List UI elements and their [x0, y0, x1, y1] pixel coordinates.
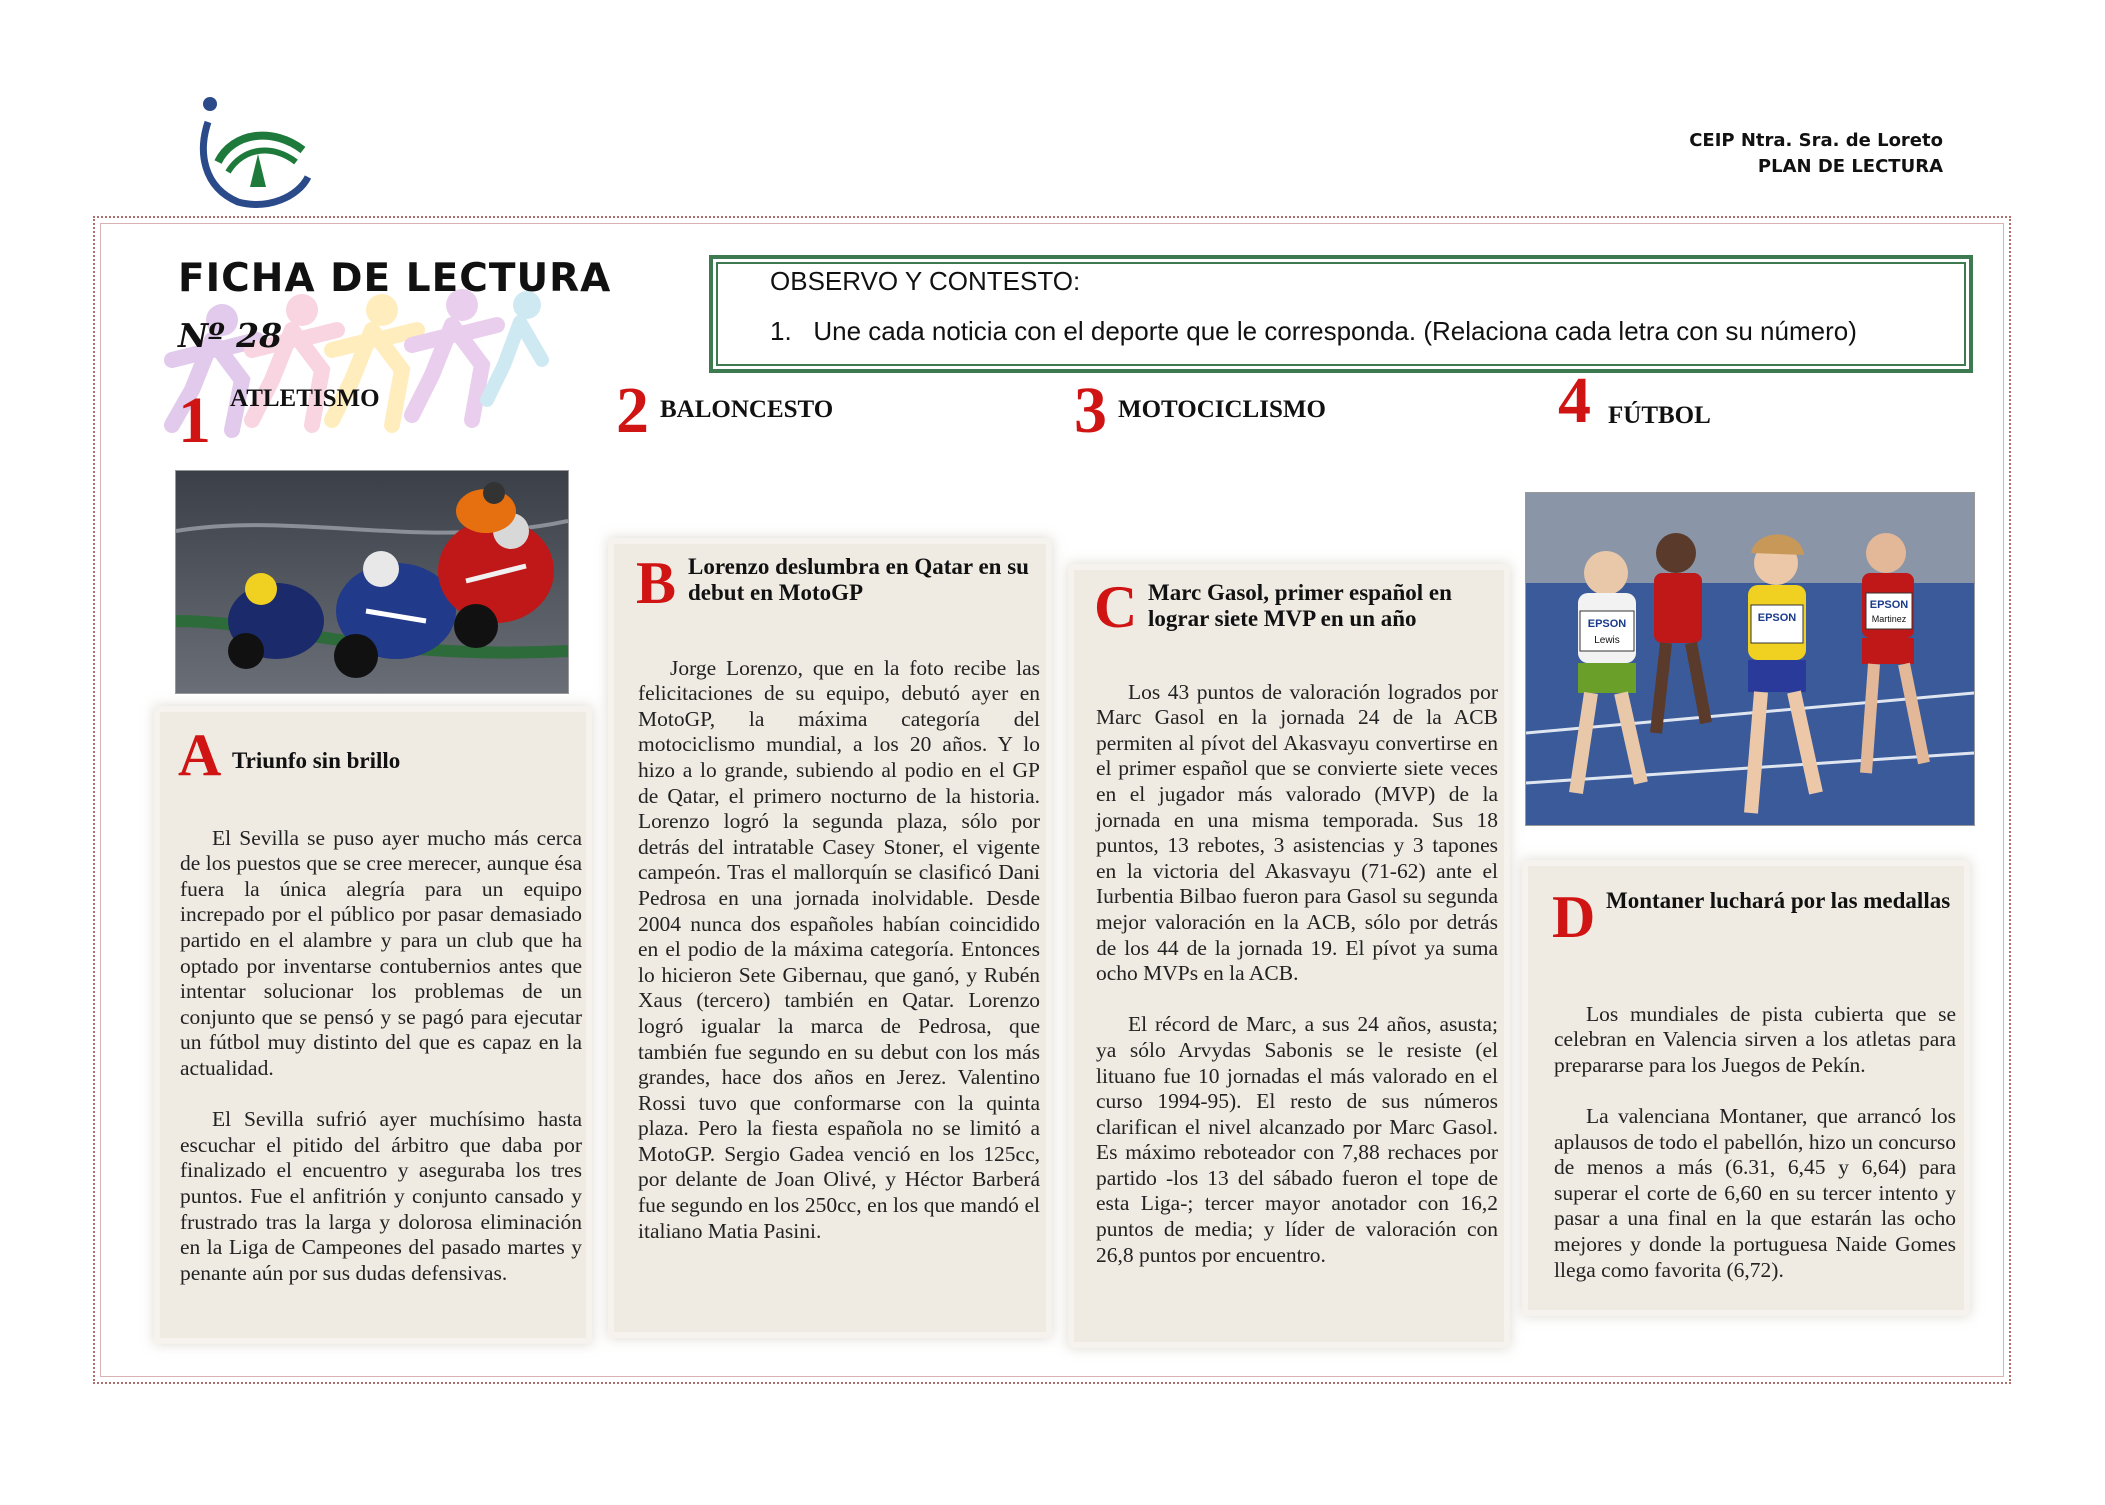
school-name: CEIP Ntra. Sra. de Loreto — [1689, 130, 1943, 151]
article-b-body — [638, 630, 1040, 1270]
sport-name-2: BALONCESTO — [660, 396, 834, 423]
sport-number-1: 1 — [178, 384, 211, 457]
article-c-letter: C — [1094, 574, 1138, 640]
article-a-paragraph-1: El Sevilla se puso ayer mucho más cerca de los puestos que se cree merecer, aunque ésa fuera la única alegría para un equipo increpado por el público por pasar demasiado partido en el alambre y para un club que ha optado por inventarse contubernios antes que intentar solucionar los problemas de un conjunto que se pensó y se pagó para ejecutar un fútbol muy distinto del que es capaz en la actualidad. — [180, 825, 582, 1080]
article-c-paragraph-1: Los 43 puntos de valoración logrados por Marc Gasol en la jornada 24 de la ACB permiten al pívot del Akasvayu convertirse en el primer español que se convierte siete veces en el jugador más valorado (MVP) de la jornada en una misma temporada. Sus 18 puntos, 13 rebotes, 3 asistencias y 3 tapones en la victoria del Akasvayu (71-62) ante el Iurbentia Bilbao fueron para Gasol su segunda mejor valoración en la ACB, sólo por detrás de los 44 de la jornada 19. El pívot ya suma ocho MVPs en la ACB. — [1096, 679, 1498, 986]
article-a-headline: Triunfo sin brillo — [232, 748, 401, 773]
sport-name-4: FÚTBOL — [1608, 402, 1711, 429]
article-d-paragraph-1: Los mundiales de pista cubierta que se celebran en Valencia sirven a los atletas para prepararse para los Juegos de Pekín. — [1554, 1001, 1956, 1077]
sport-name-1: ATLETISMO — [230, 385, 380, 412]
article-c-body — [1096, 654, 1498, 1294]
page-title: FICHA DE LECTURA — [178, 256, 612, 301]
sheet-number: Nº 28 — [178, 316, 283, 355]
article-a-body — [180, 800, 582, 1312]
sport-number-2: 2 — [616, 374, 649, 447]
article-d-paragraph-2: La valenciana Montaner, que arrancó los aplausos de todo el pabellón, hizo un concurso de menos a más (6.31, 6,45 y 6,64) para superar el corte de 6,60 en su tercer intento y pasar a una final en la que estarán las ocho mejores y donde la portuguesa Naide Gomes llega como favorita (6,72). — [1554, 1103, 1956, 1282]
plan-name: PLAN DE LECTURA — [1757, 156, 1943, 177]
article-b-paragraph-1: Jorge Lorenzo, que en la foto recibe las felicitaciones de su equipo, debutó ayer en MotoGP, la máxima categoría del motociclismo mundial, a los 20 años. Y lo hizo a lo grande, subiendo al podio en el GP de Qatar, el primero nocturno de la historia. Lorenzo logró la segunda plaza, sólo por detrás del intratable Casey Stoner, el vigente campeón. Tras el mallorquín se clasificó Dani Pedrosa en una jornada inolvidable. Desde 2004 nunca dos españoles habían coincidido en el podio de la máxima categoría. Entonces lo hicieron Sete Gibernau, que ganó, y Rubén Xaus (tercero) también en Qatar. Lorenzo logró igualar la marca de Pedrosa, que también fue segundo en su debut con los más grandes, hace dos años en Jerez. Valentino Rossi tuvo que conformarse con la quinta plaza. Pero la fiesta española no se limitó a MotoGP. Sergio Gadea venció en los 125cc, por delante de Joan Olivé, y Héctor Barberá fue segundo en los 250cc, en los que mandó el italiano Matia Pasini. — [638, 655, 1040, 1243]
article-a-letter: A — [178, 722, 222, 788]
instruction-question: 1. Une cada noticia con el deporte que le corresponda. (Relaciona cada letra con su número) — [770, 316, 1857, 346]
instruction-heading: OBSERVO Y CONTESTO: — [770, 266, 1081, 296]
article-b-letter: B — [636, 550, 677, 616]
junta-logo — [178, 92, 338, 212]
article-a-paragraph-2: El Sevilla sufrió ayer muchísimo hasta escuchar el pitido del árbitro que daba por finalizado el encuentro y aseguraba los tres puntos. Fue el anfitrión y conjunto cansado y frustrado tras la larga y dolorosa eliminación en la Liga de Campeones del pasado martes y penante aún por sus dudas defensivas. — [180, 1107, 582, 1285]
women-running-race-photo — [1525, 492, 1975, 826]
bib-epson-2: EPSON — [1757, 612, 1797, 624]
sport-number-4: 4 — [1558, 364, 1591, 437]
article-d-body — [1554, 976, 1956, 1309]
bib-epson-1: EPSON — [1587, 618, 1627, 630]
article-d-letter: D — [1552, 884, 1596, 950]
bib-lewis: Lewis — [1594, 635, 1620, 646]
school-header — [1689, 128, 1943, 180]
bib-martinez: Martinez — [1871, 614, 1907, 624]
article-b-headline: Lorenzo deslumbra en Qatar en su debut en MotoGP — [688, 554, 1029, 605]
sport-number-3: 3 — [1074, 374, 1107, 447]
article-d-headline: Montaner luchará por las medallas — [1606, 888, 1951, 913]
article-c-headline: Marc Gasol, primer español en lograr siete MVP en un año — [1148, 580, 1452, 631]
bib-epson-3: EPSON — [1869, 599, 1909, 611]
sport-name-3: MOTOCICLISMO — [1118, 396, 1326, 423]
article-c-paragraph-2: El récord de Marc, a sus 24 años, asusta; ya sólo Arvydas Sabonis se le resiste (el lituano fue 10 jornadas el más valorado en el curso 1994-95). El resto de sus números clarifican el nivel alcanzado por Marc Gasol. Es máximo reboteador con 7,88 rechaces por partido -los 13 del sábado fueron el tope de esta Liga-; tercer mayor anotador con 16,2 puntos de media; y líder de valoración con 26,8 puntos por encuentro. — [1096, 1012, 1498, 1267]
motorcycle-race-photo — [175, 470, 569, 694]
